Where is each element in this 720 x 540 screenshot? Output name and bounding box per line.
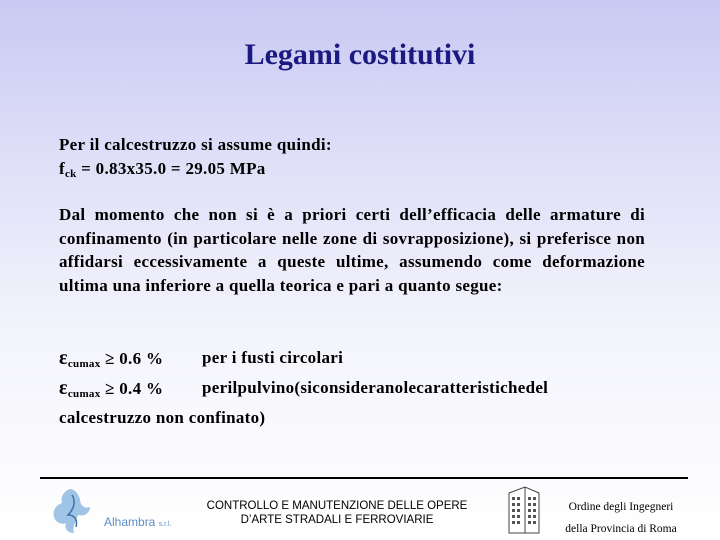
institution-line: Ordine degli Ingegneri — [568, 501, 674, 513]
slide-title: Legami costitutivi — [244, 38, 476, 71]
fck-symbol: f — [59, 159, 65, 178]
footer-institution — [552, 496, 690, 540]
epsilon-subscript: cumax — [67, 358, 101, 370]
explanation-paragraph: Dal momento che non si è a priori certi dell’efficacia delle armature di confinamento (in particolare nelle zone di sovrapposizione), si preferisce non affidarsi eccessivamente a queste ultime, assumendo come deformazione ultima una inferiore a quella teorica e pari a quanto segue: — [59, 205, 645, 295]
strain-description: perilpulvino(siconsideranolecaratteristichedel — [202, 378, 549, 397]
footer-title — [192, 499, 482, 527]
strain-limits — [59, 346, 645, 430]
fck-value: = 0.83x35.0 = 29.05 MPa — [76, 159, 266, 178]
epsilon-symbol: ε — [59, 347, 68, 369]
logo-text — [104, 515, 172, 529]
strain-value: ≥ 0.4 % — [100, 379, 164, 398]
fck-subscript: ck — [64, 168, 77, 180]
footer-title-line: CONTROLLO E MANUTENZIONE DELLE OPERE — [206, 500, 468, 512]
strain-continuation: calcestruzzo non confinato) — [59, 408, 266, 427]
intro-line: Per il calcestruzzo si assume quindi: — [59, 135, 332, 154]
strain-description: per i fusti circolari — [202, 348, 344, 367]
footer-title-line: D’ARTE STRADALI E FERROVIARIE — [240, 514, 434, 526]
alhambra-figure-icon — [48, 485, 100, 535]
intro-block — [59, 133, 645, 186]
strain-limit-row — [59, 376, 645, 406]
logo-suffix: s.r.l. — [158, 521, 172, 528]
fck-formula — [59, 157, 645, 186]
alhambra-logo — [48, 485, 183, 535]
institution-line: della Provincia di Roma — [565, 523, 677, 535]
logo-name: Alhambra — [104, 515, 156, 529]
epsilon-subscript: cumax — [67, 388, 101, 400]
strain-value: ≥ 0.6 % — [100, 349, 164, 368]
strain-limit-row — [59, 346, 645, 376]
footer-divider — [40, 477, 688, 479]
building-icon — [505, 485, 543, 535]
epsilon-symbol: ε — [59, 377, 68, 399]
